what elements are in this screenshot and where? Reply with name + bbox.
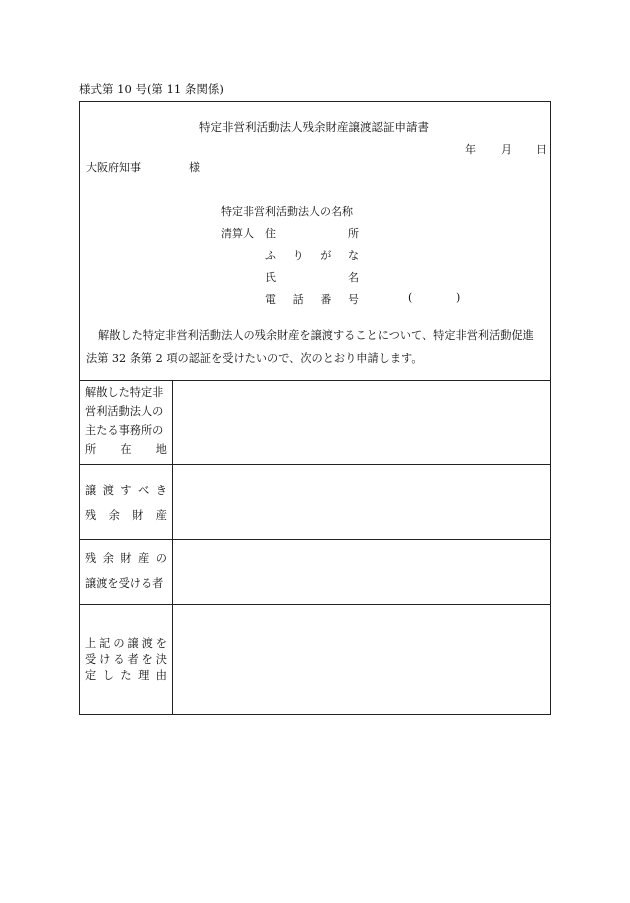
label-line <box>85 636 167 652</box>
label-char: 電 <box>265 293 276 306</box>
label-char: を <box>155 637 167 650</box>
name-label <box>265 269 359 285</box>
label-char: 余 <box>108 509 120 522</box>
application-statement: 解散した特定非営利活動法人の残余財産を譲渡することについて、特定非営利活動促進法第 32 条第 2 項の認証を受けたいので、次のとおり申請します。 <box>86 329 534 365</box>
label-char: り <box>292 249 304 262</box>
label-char: ふ <box>265 249 276 262</box>
column-divider <box>172 380 173 715</box>
furigana-label <box>265 247 359 263</box>
document-title: 特定非営利活動法人残余財産譲渡認証申請書 <box>199 120 429 134</box>
label-line <box>85 503 167 528</box>
label-line <box>85 571 167 596</box>
label-line <box>85 652 167 668</box>
label-char: 余 <box>102 552 114 565</box>
label-char: 在 <box>120 443 132 456</box>
phone-paren-close: ) <box>456 291 461 304</box>
row-label-recipient <box>85 546 167 596</box>
label-char: た <box>120 669 132 682</box>
label-char: る <box>113 653 125 666</box>
label-char: 受 <box>85 653 97 666</box>
label-char: 渡 <box>102 484 114 497</box>
label-text: 解散した特定非 <box>85 386 164 399</box>
recipient-field[interactable] <box>178 543 546 601</box>
address-label <box>265 225 359 241</box>
label-char: 所 <box>85 443 97 456</box>
label-line <box>85 668 167 684</box>
divider <box>79 539 551 540</box>
addressee-suffix: 様 <box>189 161 200 174</box>
label-char: な <box>347 249 359 262</box>
office-location-field[interactable] <box>178 385 546 461</box>
label-char: 所 <box>348 227 359 240</box>
label-char: 名 <box>348 271 359 284</box>
phone-label <box>265 291 359 307</box>
label-text: 譲渡を受ける者 <box>85 577 164 590</box>
label-char: 譲 <box>85 484 97 497</box>
label-line <box>85 478 167 503</box>
divider <box>79 464 551 465</box>
label-char: 上 <box>85 637 97 650</box>
label-char: べ <box>138 484 150 497</box>
phone-paren-open: ( <box>408 291 413 304</box>
label-char: す <box>120 484 132 497</box>
form-number: 様式第 10 号(第 11 条関係) <box>79 82 224 96</box>
date-day: 日 <box>536 143 547 156</box>
label-char: 定 <box>85 669 97 682</box>
label-char: 由 <box>155 669 167 682</box>
label-char: 記 <box>99 637 111 650</box>
liquidator-label: 清算人 <box>221 227 254 240</box>
label-char: 産 <box>138 552 150 565</box>
label-char: 番 <box>320 293 332 306</box>
label-char: 号 <box>347 293 359 306</box>
row-label-reason <box>85 636 167 684</box>
label-char: 決 <box>155 653 167 666</box>
label-char: 渡 <box>141 637 153 650</box>
label-char: 者 <box>127 653 139 666</box>
residual-property-field[interactable] <box>178 468 546 536</box>
row-label-residual-property <box>85 478 167 528</box>
label-line <box>85 423 167 439</box>
label-char: 理 <box>138 669 150 682</box>
divider <box>79 380 551 381</box>
label-char: を <box>141 653 153 666</box>
label-line <box>85 546 167 571</box>
label-char: 氏 <box>265 271 276 284</box>
date-year: 年 <box>465 143 476 156</box>
label-char: 譲 <box>127 637 139 650</box>
label-char: 残 <box>85 552 97 565</box>
label-char: 話 <box>292 293 304 306</box>
divider <box>79 604 551 605</box>
label-char: 産 <box>155 509 167 522</box>
row-label-office-location <box>85 385 167 458</box>
label-char: 財 <box>120 552 132 565</box>
label-text: 営利活動法人の <box>85 405 164 418</box>
label-line <box>85 442 167 458</box>
label-char: が <box>320 249 332 262</box>
label-text: 主たる事務所の <box>85 424 164 437</box>
label-char: け <box>99 653 111 666</box>
label-line <box>85 404 167 420</box>
label-char: の <box>155 552 167 565</box>
label-char: し <box>102 669 114 682</box>
label-line <box>85 385 167 401</box>
label-char: き <box>155 484 167 497</box>
date-month: 月 <box>501 143 512 156</box>
label-char: 残 <box>85 509 97 522</box>
org-name-label: 特定非営利活動法人の名称 <box>221 205 353 218</box>
addressee: 大阪府知事 <box>86 161 141 174</box>
label-char: 住 <box>265 227 276 240</box>
label-char: 地 <box>155 443 167 456</box>
reason-field[interactable] <box>178 608 546 712</box>
label-char: 財 <box>132 509 144 522</box>
label-char: の <box>113 637 125 650</box>
